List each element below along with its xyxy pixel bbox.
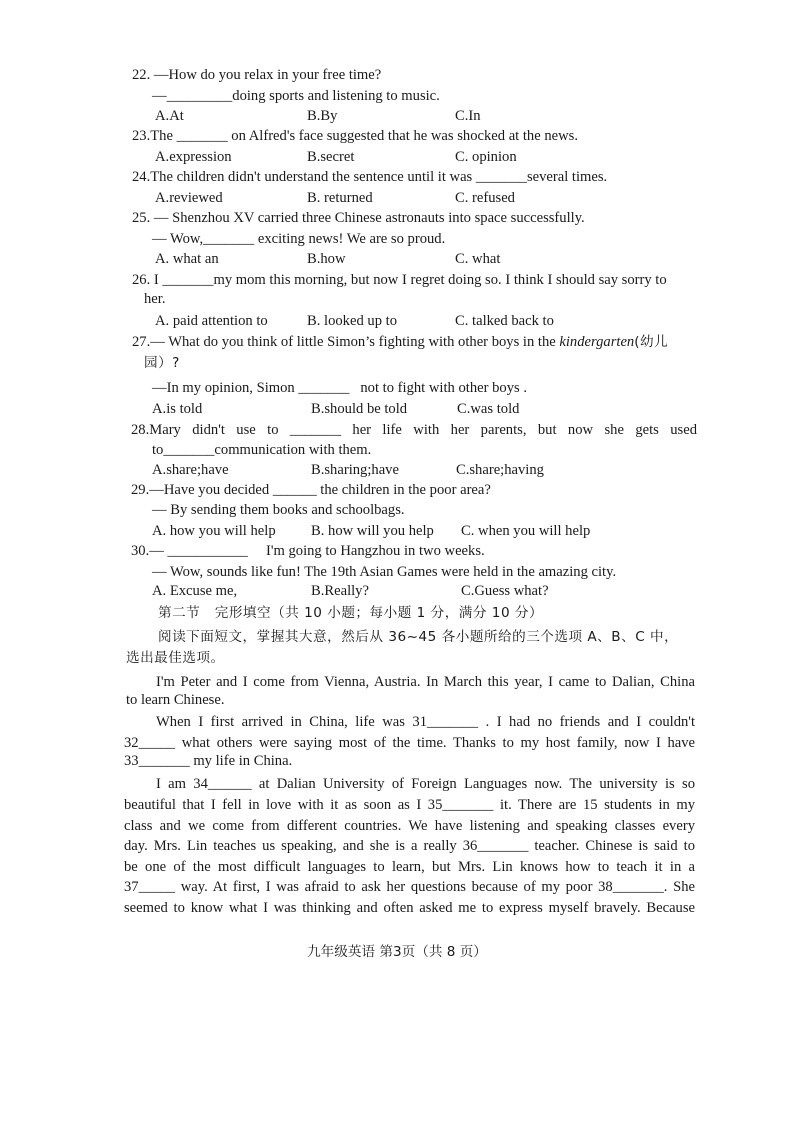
q30-option-b: B.Really? bbox=[311, 583, 369, 599]
q23-option-c: C. opinion bbox=[455, 149, 517, 165]
passage-p3-line1: I am 34______ at Dalian University of Foreign Languages now. The university is so bbox=[156, 776, 695, 792]
q27-option-c: C.was told bbox=[457, 401, 520, 417]
q22-reply: —_________doing sports and listening to music. bbox=[152, 88, 440, 104]
passage-p3-line2: beautiful that I fell in love with it as soon as I 35_______ it. There are 15 students in my bbox=[124, 797, 695, 813]
q24-option-c: C. refused bbox=[455, 190, 515, 206]
passage-p2-line1: When I first arrived in China, life was 31_______ . I had no friends and I couldn't bbox=[156, 714, 695, 730]
passage-p3-line3: class and we come from different countries. We have listening and speaking classes every bbox=[124, 818, 695, 834]
q28-option-a: A.share;have bbox=[152, 462, 229, 478]
q27-option-b: B.should be told bbox=[311, 401, 408, 417]
section-instruction-line1: 阅读下面短文，掌握其大意，然后从 36~45 各小题所给的三个选项 A、B、C 中， bbox=[158, 629, 679, 645]
q28-option-c: C.share;having bbox=[456, 462, 544, 478]
passage-p1-line2: to learn Chinese. bbox=[126, 692, 225, 708]
q23-stem: 23.The _______ on Alfred's face suggested that he was shocked at the news. bbox=[132, 128, 578, 144]
q25-option-a: A. what an bbox=[155, 251, 219, 267]
q29-reply: — By sending them books and schoolbags. bbox=[152, 502, 405, 518]
q28-stem-line2: to_______communication with them. bbox=[152, 442, 372, 458]
q24-stem: 24.The children didn't understand the sentence until it was _______several times. bbox=[132, 169, 608, 185]
q30-option-a: A. Excuse me, bbox=[152, 583, 238, 599]
q28-stem-line1: 28.Mary didn't use to _______ her life with her parents, but now she gets used bbox=[131, 422, 697, 438]
q25-stem: 25. — Shenzhou XV carried three Chinese astronauts into space successfully. bbox=[132, 210, 585, 226]
q29-option-c: C. when you will help bbox=[461, 523, 591, 539]
q26-option-a: A. paid attention to bbox=[155, 313, 268, 329]
q27-stem-line2: 园）? bbox=[144, 355, 180, 371]
q22-stem: 22. —How do you relax in your free time? bbox=[132, 67, 382, 83]
q25-option-c: C. what bbox=[455, 251, 501, 267]
q22-option-a: A.At bbox=[155, 108, 184, 124]
q30-stem: 30.— ___________ I'm going to Hangzhou in two weeks. bbox=[131, 543, 485, 559]
q27-gloss: (幼儿 bbox=[634, 334, 669, 350]
q25-option-b: B.how bbox=[307, 251, 346, 267]
q29-option-b: B. how will you help bbox=[311, 523, 434, 539]
passage-p3-line6: 37_____ way. At first, I was afraid to ask her questions because of my poor 38_______. She bbox=[124, 879, 695, 895]
q22-option-b: B.By bbox=[307, 108, 338, 124]
passage-p3-line5: be one of the most difficult languages to learn, but Mrs. Lin knows how to teach it in a bbox=[124, 859, 695, 875]
q27-italic-term: kindergarten bbox=[559, 334, 635, 350]
q23-option-b: B.secret bbox=[307, 149, 355, 165]
q26-option-c: C. talked back to bbox=[455, 313, 554, 329]
q26-stem-line1: 26. I _______my mom this morning, but now I regret doing so. I think I should say sorry to bbox=[132, 272, 667, 288]
q22-option-c: C.In bbox=[455, 108, 481, 124]
q23-option-a: A.expression bbox=[155, 149, 232, 165]
q26-stem-line2: her. bbox=[144, 291, 166, 307]
page-footer bbox=[0, 943, 794, 961]
q27-reply: —In my opinion, Simon _______ not to fight with other boys . bbox=[152, 380, 527, 396]
q29-stem: 29.—Have you decided ______ the children in the poor area? bbox=[131, 482, 491, 498]
section-heading: 第二节 完形填空（共 10 小题；每小题 1 分，满分 10 分） bbox=[158, 605, 544, 621]
passage-p3-line7: seemed to know what I was thinking and often asked me to express myself bravely. Because bbox=[124, 900, 695, 916]
passage-p2-line2: 32_____ what others were saying most of the time. Thanks to my host family, now I have bbox=[124, 735, 695, 751]
q24-option-a: A.reviewed bbox=[155, 190, 223, 206]
passage-p2-line3: 33_______ my life in China. bbox=[124, 753, 293, 769]
q24-option-b: B. returned bbox=[307, 190, 373, 206]
q28-option-b: B.sharing;have bbox=[311, 462, 399, 478]
q30-reply: — Wow, sounds like fun! The 19th Asian Games were held in the amazing city. bbox=[152, 564, 617, 580]
q26-option-b: B. looked up to bbox=[307, 313, 397, 329]
footer-text: 九年级英语 第3页（共 8 页） bbox=[307, 944, 487, 960]
passage-p3-line4: day. Mrs. Lin teaches us speaking, and she is a really 36_______ teacher. Chinese is said to bbox=[124, 838, 695, 854]
q27-stem-text: 27.— What do you think of little Simon’s fighting with other boys in the bbox=[132, 334, 560, 350]
passage-p1-line1: I'm Peter and I come from Vienna, Austria. In March this year, I came to Dalian, China bbox=[156, 674, 695, 690]
q29-option-a: A. how you will help bbox=[152, 523, 276, 539]
q25-reply: — Wow,_______ exciting news! We are so proud. bbox=[152, 231, 446, 247]
q30-option-c: C.Guess what? bbox=[461, 583, 549, 599]
section-instruction-line2: 选出最佳选项。 bbox=[126, 650, 225, 666]
q27-stem-line1 bbox=[132, 333, 668, 351]
q27-option-a: A.is told bbox=[152, 401, 203, 417]
